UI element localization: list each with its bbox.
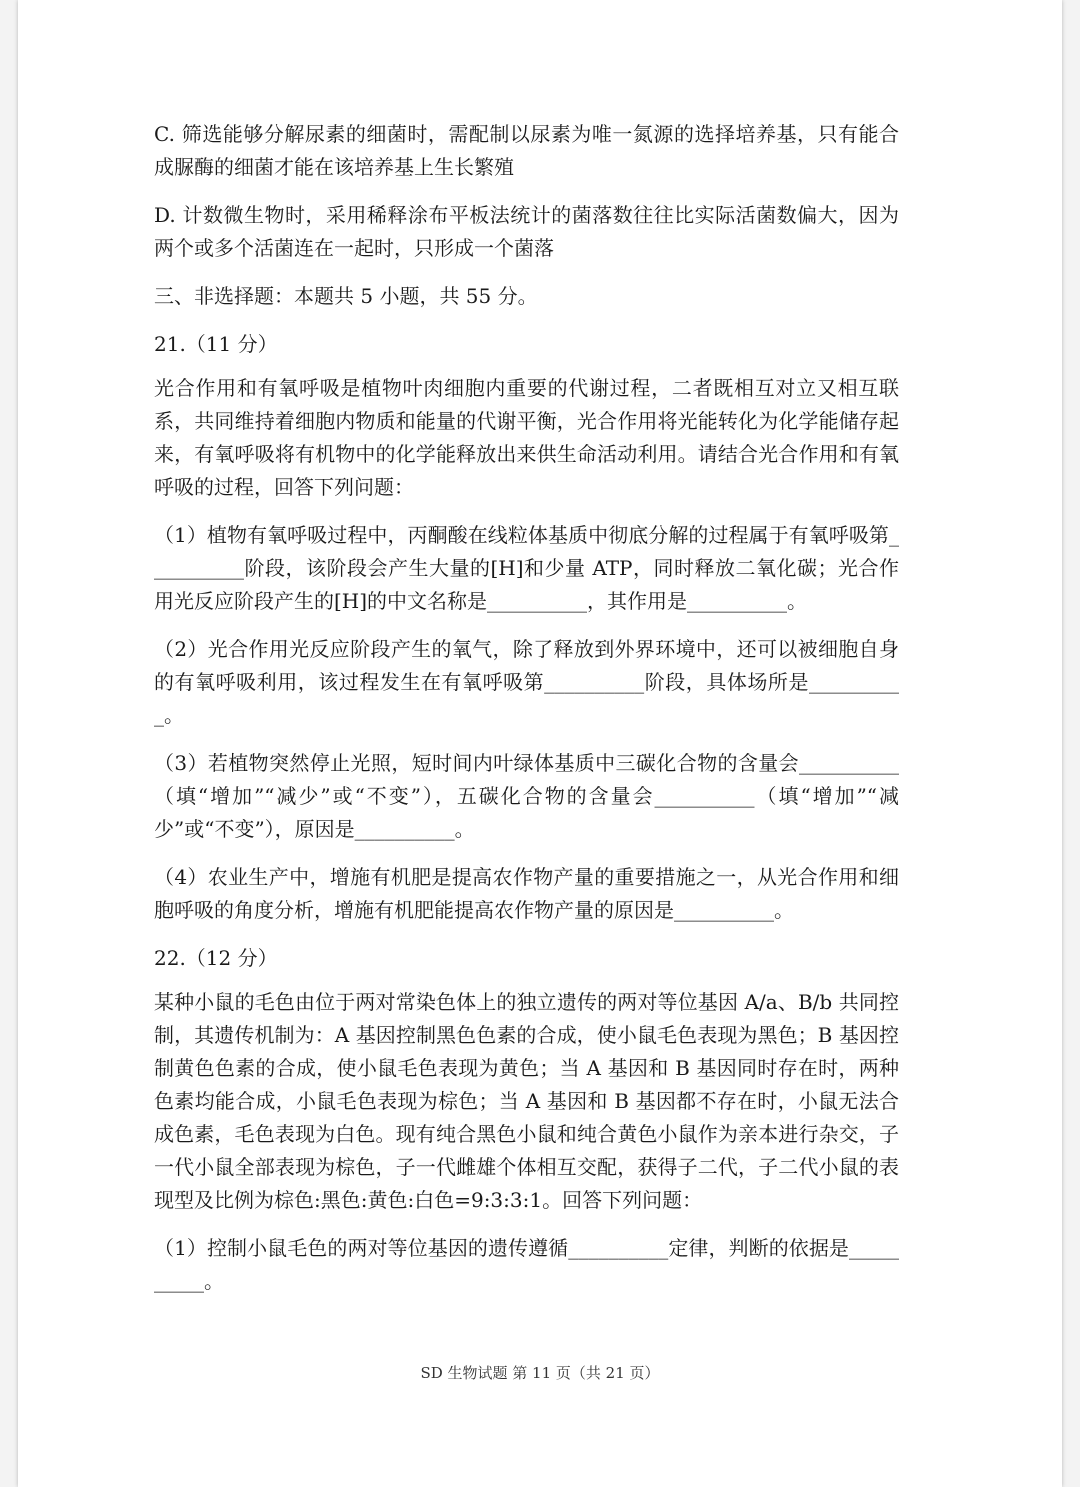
question-22-title: 22.（12 分） xyxy=(154,946,278,970)
page-content xyxy=(154,118,899,1313)
question-21-stem: 光合作用和有氧呼吸是植物叶肉细胞内重要的代谢过程，二者既相互对立又相互联系，共同维持着细胞内物质和能量的代谢平衡，光合作用将光能转化为化学能储存起来，有氧呼吸将有机物中的化学能释放出来供生命活动利用。请结合光合作用和有氧呼吸的过程，回答下列问题： xyxy=(154,376,899,499)
question-21-part-2: （2）光合作用光反应阶段产生的氧气，除了释放到外界环境中，还可以被细胞自身的有氧呼吸利用，该过程发生在有氧呼吸第__________阶段，具体场所是__________。 xyxy=(154,637,899,727)
question-22-stem: 某种小鼠的毛色由位于两对常染色体上的独立遗传的两对等位基因 A/a、B/b 共同控制，其遗传机制为：A 基因控制黑色色素的合成，使小鼠毛色表现为黑色；B 基因控制黄色色素的合成，使小鼠毛色表现为黄色；当 A 基因和 B 基因同时存在时，两种色素均能合成，小鼠毛色表现为棕色；当 A 基因和 B 基因都不存在时，小鼠无法合成色素，毛色表现为白色。现有纯合黑色小鼠和纯合黄色小鼠作为亲本进行杂交，子一代小鼠全部表现为棕色，子一代雌雄个体相互交配，获得子二代，子二代小鼠的表现型及比例为棕色:黑色:黄色:白色=9:3:3:1。回答下列问题： xyxy=(154,990,899,1212)
page-footer: SD 生物试题 第 11 页（共 21 页） xyxy=(420,1364,660,1382)
question-21-title: 21.（11 分） xyxy=(154,332,278,356)
option-c: C. 筛选能够分解尿素的细菌时，需配制以尿素为唯一氮源的选择培养基，只有能合成脲酶的细菌才能在该培养基上生长繁殖 xyxy=(154,122,899,179)
question-22-part-1: （1）控制小鼠毛色的两对等位基因的遗传遵循__________定律，判断的依据是__________。 xyxy=(154,1236,899,1293)
question-21-part-1: （1）植物有氧呼吸过程中，丙酮酸在线粒体基质中彻底分解的过程属于有氧呼吸第__________阶段，该阶段会产生大量的[H]和少量 ATP，同时释放二氧化碳；光合作用光反应阶段产生的[H]的中文名称是__________，其作用是__________。 xyxy=(154,523,899,613)
section-heading: 三、非选择题：本题共 5 小题，共 55 分。 xyxy=(154,284,538,308)
question-21-part-3: （3）若植物突然停止光照，短时间内叶绿体基质中三碳化合物的含量会__________（填“增加”“减少”或“不变”），五碳化合物的含量会__________（填“增加”“减少”或“不变”），原因是__________。 xyxy=(154,751,899,841)
question-21-part-4: （4）农业生产中，增施有机肥是提高农作物产量的重要措施之一，从光合作用和细胞呼吸的角度分析，增施有机肥能提高农作物产量的原因是__________。 xyxy=(154,865,899,922)
option-d: D. 计数微生物时，采用稀释涂布平板法统计的菌落数往往比实际活菌数偏大，因为两个或多个活菌连在一起时，只形成一个菌落 xyxy=(154,203,899,260)
